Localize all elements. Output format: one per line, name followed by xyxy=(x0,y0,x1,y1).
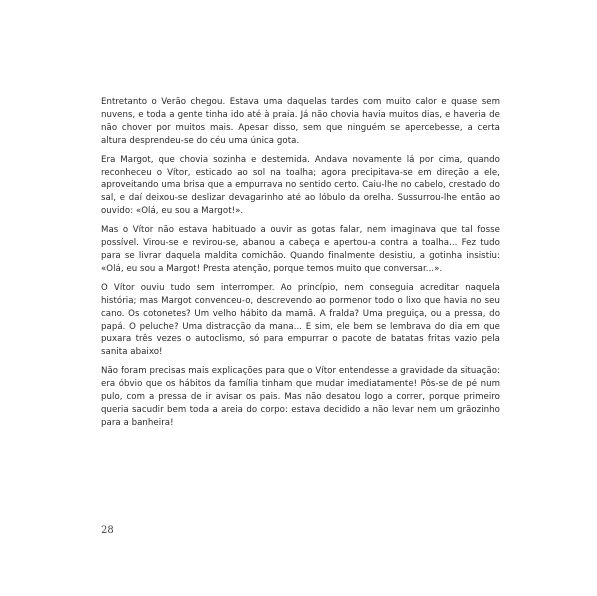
page-number: 28 xyxy=(101,525,114,536)
paragraph-3: Mas o Vítor não estava habituado a ouvir as gotas falar, nem imaginava que tal fosse possível. Virou-se e revirou-se, abanou a cabeça e apertou-a contra a toalha... Fez tudo para se livrar daquela maldita comichão. Quando finalmente desistiu, a gotinha insistiu: «Olá, eu sou a Margot! Presta atenção, porque temos muito que conversar...». xyxy=(101,225,500,274)
paragraph-2: Era Margot, que chovia sozinha e destemida. Andava novamente lá por cima, quando reconheceu o Vítor, esticado ao sol na toalha; agora precipitava-se em direção a ele, aproveitando uma brisa que a empurrava no sentido certo. Caiu-lhe no cabelo, crestado do sal, e daí deixou-se deslizar devagarinho até ao lóbulo da orelha. Sussurrou-lhe então ao ouvido: «Olá, eu sou a Margot!». xyxy=(101,154,500,217)
paragraph-4: O Vítor ouviu tudo sem interromper. Ao princípio, nem conseguia acreditar naquela história; mas Margot convenceu-o, descrevendo ao pormenor todo o lixo que havia no seu cano. Os cotonetes? Um velho hábito da mamã. A fralda? Uma preguiça, ou a pressa, do papá. O peluche? Uma distracção da mana... E sim, ele bem se lembrava do dia em que puxara três vezes o autoclismo, só para empurrar o pacote de batatas fritas vazio pela sanita abaixo! xyxy=(101,282,500,358)
paragraph-1: Entretanto o Verão chegou. Estava uma daquelas tardes com muito calor e quase sem nuvens, e toda a gente tinha ido até à praia. Já não chovia havia muitos dias, e haveria de não chover por muitos mais. Apesar disso, sem que ninguém se apercebesse, a certa altura desprendeu-se do céu uma única gota. xyxy=(101,97,500,146)
paragraph-5: Não foram precisas mais explicações para que o Vítor entendesse a gravidade da situação: era óbvio que os hábitos da família tinham que mudar imediatamente! Pôs-se de pé num pulo, com a pressa de ir avisar os pais. Mas não desatou logo a correr, porque primeiro queria sacudir bem toda a areia do corpo: estava decidido a não levar nem um grãozinho para a banheira! xyxy=(101,366,500,428)
story-text xyxy=(101,96,500,436)
